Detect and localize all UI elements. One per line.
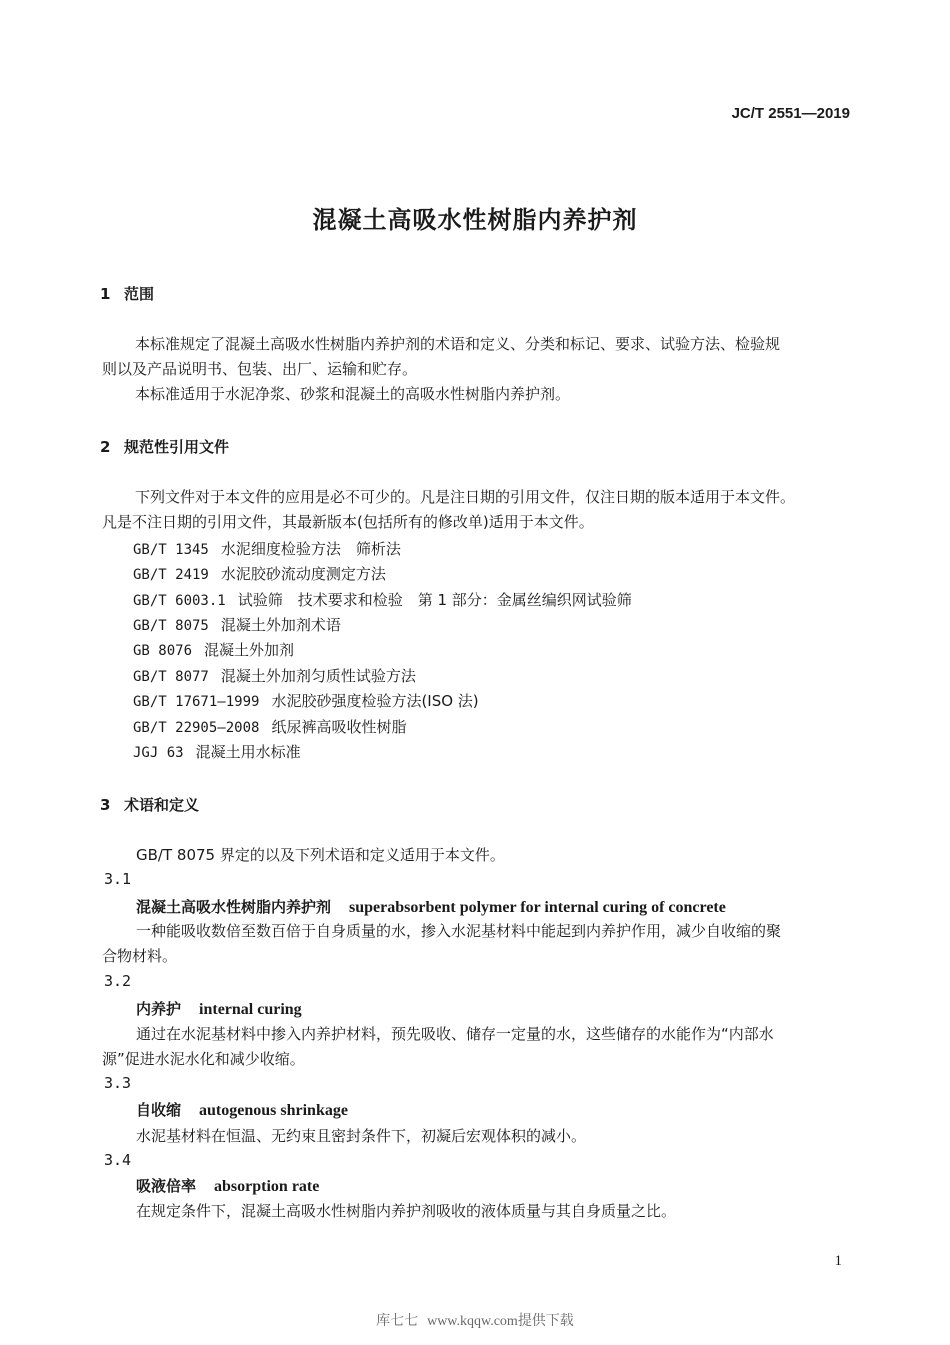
- term-number: 3.4: [104, 1151, 132, 1169]
- section-1-heading: [100, 283, 154, 304]
- watermark: 库七七 www.kqqw.com提供下载: [376, 1313, 574, 1329]
- term-heading: 混凝土高吸水性树脂内养护剂 superabsorbent polymer for internal curing of concrete: [136, 898, 726, 916]
- section-3-heading: [100, 794, 199, 815]
- term-definition: 水泥基材料在恒温、无约束且密封条件下，初凝后宏观体积的减小。: [136, 1127, 587, 1145]
- term-definition: 一种能吸收数倍至数百倍于自身质量的水，掺入水泥基材料中能起到内养护作用，减少自收缩的聚: [136, 922, 782, 940]
- term-number: 3.1: [104, 870, 132, 888]
- term-heading: 吸液倍率 absorption rate: [136, 1177, 320, 1195]
- reference-item: GB/T 1345 水泥细度检验方法 筛析法: [133, 540, 401, 558]
- term-heading: 内养护 internal curing: [136, 1000, 302, 1018]
- reference-item: GB/T 8077 混凝土外加剂匀质性试验方法: [133, 667, 416, 685]
- reference-item: GB/T 8075 混凝土外加剂术语: [133, 616, 341, 634]
- paragraph: GB/T 8075 界定的以及下列术语和定义适用于本文件。: [136, 846, 505, 864]
- standard-code: JC/T 2551—2019: [731, 105, 850, 122]
- document-title: 混凝土高吸水性树脂内养护剂: [312, 206, 638, 234]
- reference-item: GB/T 17671—1999 水泥胶砂强度检验方法(ISO 法): [133, 692, 479, 710]
- term-definition: 通过在水泥基材料中掺入内养护材料，预先吸收、储存一定量的水，这些储存的水能作为“内部水: [136, 1025, 774, 1043]
- section-number: 1: [100, 285, 111, 303]
- term-number: 3.2: [104, 972, 132, 990]
- page-number: 1: [834, 1253, 842, 1269]
- section-number: 2: [100, 438, 111, 456]
- reference-item: GB 8076 混凝土外加剂: [133, 641, 295, 659]
- paragraph: 本标准适用于水泥净浆、砂浆和混凝土的高吸水性树脂内养护剂。: [135, 385, 571, 403]
- section-title: 范围: [124, 285, 155, 303]
- paragraph: 凡是不注日期的引用文件，其最新版本(包括所有的修改单)适用于本文件。: [102, 513, 594, 531]
- section-title: 规范性引用文件: [124, 438, 230, 456]
- section-2-heading: [100, 436, 229, 457]
- paragraph: 下列文件对于本文件的应用是必不可少的。凡是注日期的引用文件，仅注日期的版本适用于本文件。: [135, 488, 796, 506]
- paragraph: 本标准规定了混凝土高吸水性树脂内养护剂的术语和定义、分类和标记、要求、试验方法、检验规: [135, 335, 781, 353]
- term-heading: 自收缩 autogenous shrinkage: [136, 1101, 348, 1119]
- section-title: 术语和定义: [124, 796, 200, 814]
- term-number: 3.3: [104, 1074, 132, 1092]
- term-definition: 合物材料。: [102, 947, 178, 965]
- reference-item: GB/T 6003.1 试验筛 技术要求和检验 第 1 部分：金属丝编织网试验筛: [133, 591, 632, 609]
- section-number: 3: [100, 796, 111, 814]
- reference-item: GB/T 2419 水泥胶砂流动度测定方法: [133, 565, 386, 583]
- term-definition: 在规定条件下，混凝土高吸水性树脂内养护剂吸收的液体质量与其自身质量之比。: [136, 1202, 677, 1220]
- term-definition: 源”促进水泥水化和减少收缩。: [102, 1050, 305, 1068]
- paragraph: 则以及产品说明书、包装、出厂、运输和贮存。: [102, 360, 418, 378]
- reference-item: GB/T 22905—2008 纸尿裤高吸收性树脂: [133, 718, 407, 736]
- reference-item: JGJ 63 混凝土用水标准: [133, 743, 301, 761]
